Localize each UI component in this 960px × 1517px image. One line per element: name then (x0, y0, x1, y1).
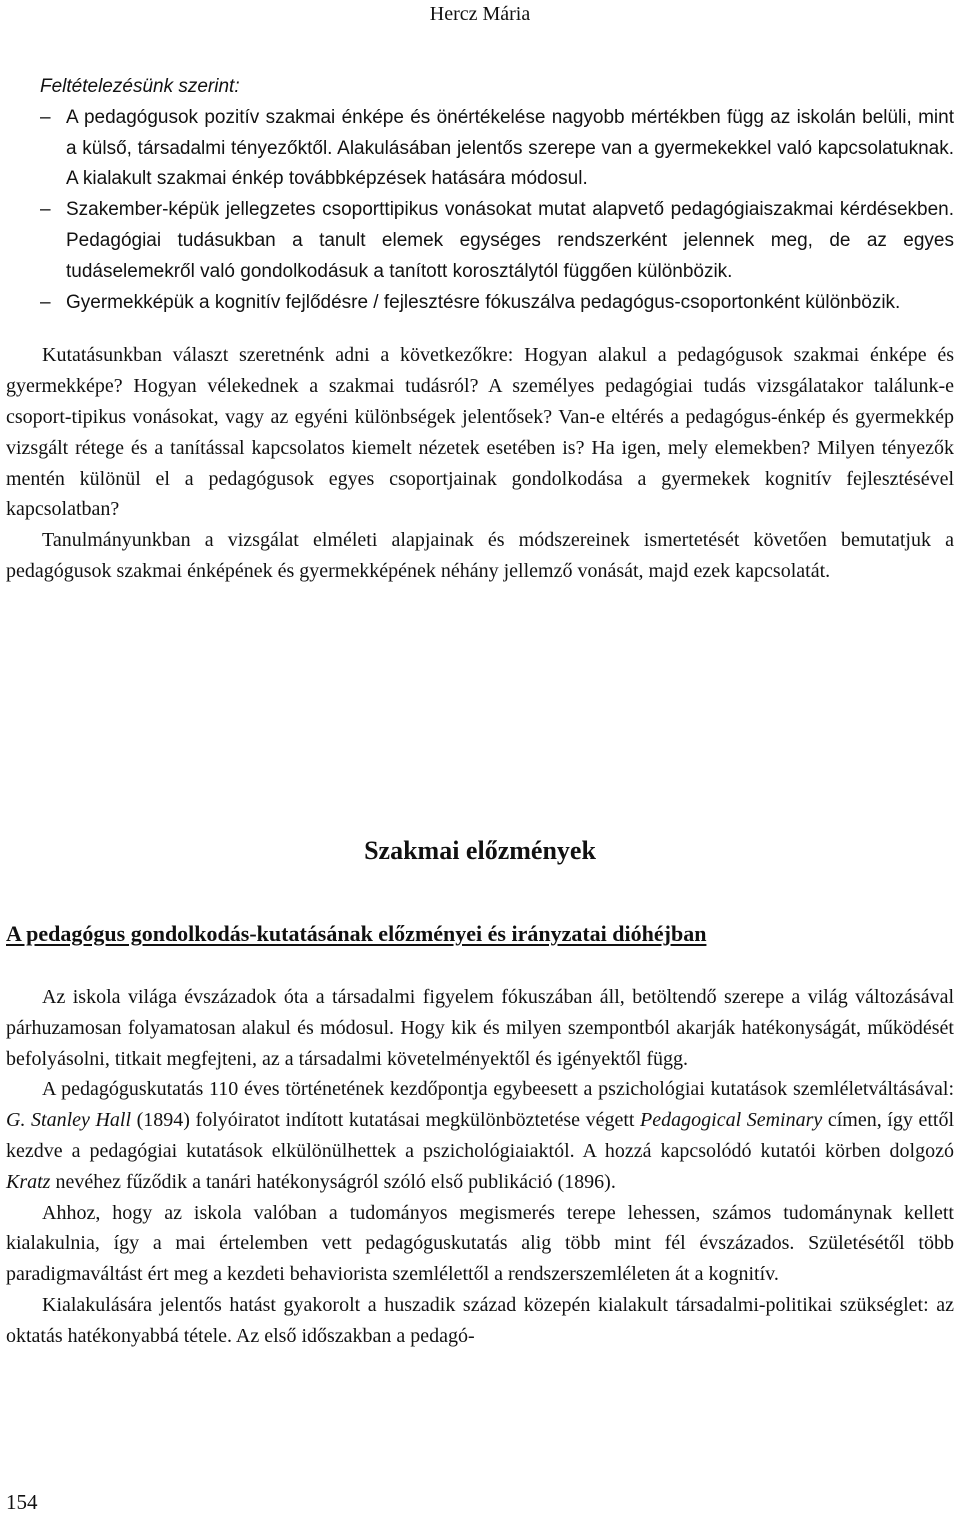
body-paragraph-2 (6, 1074, 954, 1197)
hypotheses-heading: Feltételezésünk szerint: (40, 76, 240, 97)
page-content (6, 72, 954, 587)
text-run: A pedagóguskutatás 110 éves történetének kezdőpontja egybeesett a pszichológiai kutatások szemléletváltásával: (42, 1078, 954, 1101)
hypotheses-list (6, 103, 954, 319)
hypothesis-text: A pedagógusok pozitív szakmai énképe és önértékelése nagyobb mértékben függ az iskolán belüli, mint a külső, társadalmi tényezőktől. Alakulásában jelentős szerepe van a gyermekekkel való kapcsolatuknak. A kialakult szakmai énkép továbbképzések hatására módosul. (66, 106, 954, 190)
body-paragraph-4: Kialakulására jelentős hatást gyakorolt a huszadik század közepén kialakult társadalmi-politikai szükséglet: az oktatás hatékonyabbá tétele. Az első időszakban a pedagó- (6, 1293, 954, 1347)
text-run: (1894) folyóiratot indított kutatásai megkülönböztetése végett (131, 1109, 641, 1132)
running-header-author: Hercz Mária (429, 3, 531, 25)
section-title: Szakmai előzmények (364, 836, 596, 865)
study-overview-paragraph: Tanulmányunkban a vizsgálat elméleti alapjainak és módszereinek ismertetését követően bemutatjuk a pedagógusok szakmai énképének és gyermekképének néhány jellemző vonását, majd ezek kapcsolatát. (6, 529, 954, 582)
research-questions-paragraph: Kutatásunkban választ szeretnénk adni a következőkre: Hogyan alakul a pedagógusok szakmai énképe és gyermekképe? Hogyan vélekednek a szakmai tudásról? A személyes pedagógiai tudás vizsgálatakor találunk-e csoport-tipikus vonásokat, vagy az egyéni különbségek jelentősek? Van-e eltérés a pedagógus-énkép és gyermekkép vizsgált rétege és a tanítással kapcsolatos kiemelt nézetek esetében is? Ha igen, mely elemekben? Milyen tényezők mentén különül el a pedagógusok egyes csoportjainak gondolkodása a gyermekek kognitív fejlesztésével kapcsolatban? (6, 344, 954, 521)
text-run: nevéhez fűződik a tanári hatékonyságról szóló első publikáció (1896). (50, 1170, 616, 1193)
body-content (6, 982, 954, 1352)
hypothesis-item-3 (6, 288, 954, 319)
hypothesis-text: Szakember-képük jellegzetes csoporttipikus vonásokat mutat alapvető pedagógiaiszakmai kérdésekben. Pedagógiai tudásukban a tanult elemek egységes rendszerként jelennek meg, de az egyes tudáselemekről való gondolkodásuk a tanított korosztálytól függően különbözik. (66, 199, 954, 282)
hypothesis-text: Gyermekképük a kognitív fejlődésre / fejlesztésre fókuszálva pedagógus-csoportonként különbözik. (66, 291, 901, 313)
dash-bullet: – (40, 291, 51, 313)
page-number: 154 (6, 1490, 38, 1514)
text-run: címen, így ettől kezdve a pedagógiai kutatások elkülönülhettek a pszichológiaiaktól. A hozzá kapcsolódó kutatói körben dolgozó (6, 1109, 954, 1162)
person-name-kratz: Kratz (6, 1170, 51, 1193)
dash-bullet: – (40, 199, 51, 221)
hypothesis-item-2 (6, 195, 954, 287)
body-paragraph-3: Ahhoz, hogy az iskola valóban a tudományos megismerés terepe lehessen, számos tudománynak kellett kialakulnia, így a mai értelemben vett pedagóguskutatás alig több mint fél évszázados. Születésétől több paradigmaváltást ért meg a kezdeti behaviorista szemlélettől a rendszerszemléleten át a kognitív. (6, 1201, 954, 1286)
subsection-title: A pedagógus gondolkodás-kutatásának előzményei és irányzatai dióhéjban (6, 921, 707, 946)
body-paragraph-1: Az iskola világa évszázadok óta a társadalmi figyelem fókuszában áll, betöltendő szerepe a világ változásával párhuzamosan folyamatosan alakul és módosul. Hogy kik és milyen szempontból akarják hatékonyságát, működését befolyásolni, titkait megfejteni, az a társadalmi követelményektől és igényektől függ. (6, 986, 954, 1070)
person-name-hall: G. Stanley Hall (6, 1109, 132, 1132)
journal-title: Pedagogical Seminary (640, 1109, 823, 1132)
dash-bullet: – (40, 106, 51, 128)
hypothesis-item-1 (6, 103, 954, 195)
